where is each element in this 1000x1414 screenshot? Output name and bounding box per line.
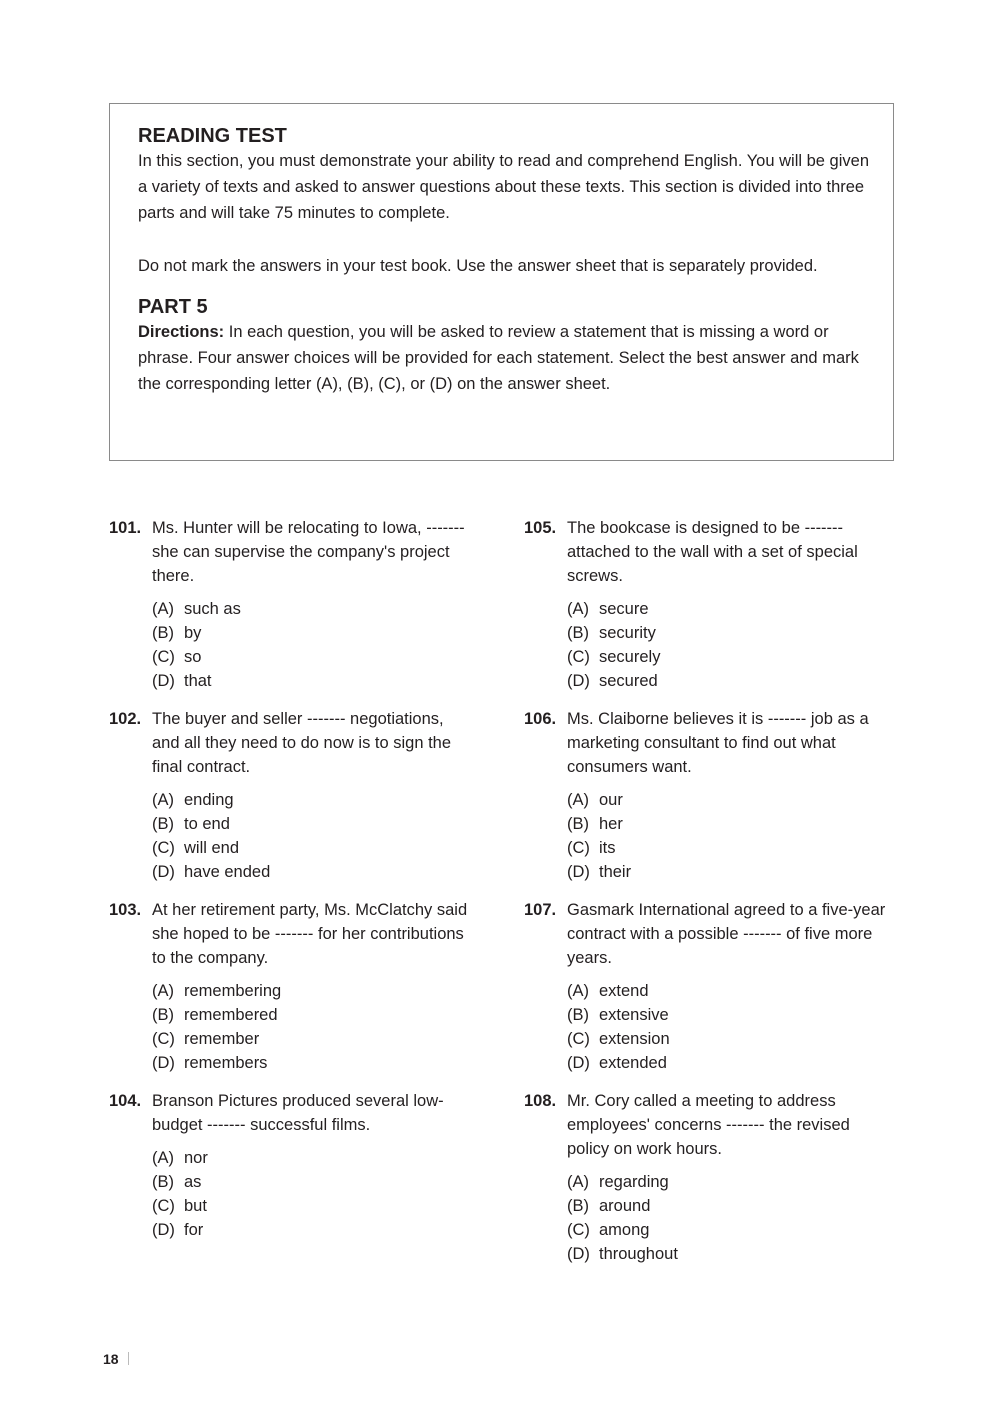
option-d[interactable]: (D) extended (567, 1054, 667, 1072)
option-c[interactable]: (C) among (567, 1221, 650, 1239)
directions-label: Directions: (138, 323, 225, 341)
option-c[interactable]: (C) will end (152, 839, 240, 857)
question-text: The bookcase is designed to be -------attached to the wall with a set of special screws. (567, 519, 858, 585)
questions-column-right (524, 516, 894, 1279)
option-b[interactable]: (B) extensive (567, 1006, 669, 1024)
question-text: Ms. Claiborne believes it is ------- job as a marketing consultant to find out what consumers want. (567, 710, 869, 776)
question (524, 707, 894, 884)
page-number-divider (128, 1352, 129, 1365)
option-b[interactable]: (B) her (567, 815, 623, 833)
option-b[interactable]: (B) as (152, 1173, 202, 1191)
question (109, 1089, 469, 1242)
answer-options (152, 1146, 469, 1242)
option-a[interactable]: (A) remembering (152, 982, 282, 1000)
answer-options (152, 979, 469, 1075)
question-number: 108. (524, 1092, 557, 1110)
question (524, 1089, 894, 1266)
question-text: Mr. Cory called a meeting to address employees' concerns ------- the revised policy on work hours. (567, 1092, 850, 1158)
question (524, 898, 894, 1075)
answer-options (567, 1170, 894, 1266)
section-intro: In this section, you must demonstrate your ability to read and comprehend English. You will be given a variety of texts and asked to answer questions about these texts. This section is divided into three parts and will take 75 minutes to complete. (138, 152, 870, 222)
option-d[interactable]: (D) for (152, 1221, 204, 1239)
question (524, 516, 894, 693)
option-c[interactable]: (C) extension (567, 1030, 670, 1048)
option-c[interactable]: (C) remember (152, 1030, 260, 1048)
answer-options (567, 597, 894, 693)
option-d[interactable]: (D) their (567, 863, 632, 881)
option-b[interactable]: (B) by (152, 624, 202, 642)
question-text: Branson Pictures produced several low-budget ------- successful films. (152, 1092, 444, 1134)
page-number: 18 (103, 1351, 119, 1367)
question-number: 107. (524, 901, 557, 919)
part-title: PART 5 (138, 296, 208, 318)
question-number: 104. (109, 1092, 142, 1110)
question-text: The buyer and seller ------- negotiations, and all they need to do now is to sign the final contract. (152, 710, 452, 776)
answer-options (152, 788, 469, 884)
option-b[interactable]: (B) security (567, 624, 656, 642)
directions-text: In each question, you will be asked to review a statement that is missing a word or phrase. Four answer choices will be provided for each statement. Select the best answer and mark the corresponding letter (A), (B), (C), or (D) on the answer sheet. (138, 323, 859, 393)
question-number: 102. (109, 710, 142, 728)
section-title: READING TEST (138, 125, 287, 147)
question (109, 707, 469, 884)
option-a[interactable]: (A) extend (567, 982, 649, 1000)
instructions-box (109, 103, 894, 461)
question-number: 105. (524, 519, 557, 537)
answer-options (567, 979, 894, 1075)
option-d[interactable]: (D) secured (567, 672, 658, 690)
option-a[interactable]: (A) secure (567, 600, 649, 618)
question-number: 106. (524, 710, 557, 728)
answer-sheet-note: Do not mark the answers in your test book. Use the answer sheet that is separately provided. (138, 257, 818, 275)
question-text: Gasmark International agreed to a five-year contract with a possible ------- of five more years. (567, 901, 886, 967)
option-b[interactable]: (B) remembered (152, 1006, 278, 1024)
directions (138, 319, 878, 397)
question (109, 898, 469, 1075)
option-d[interactable]: (D) throughout (567, 1245, 678, 1263)
option-a[interactable]: (A) nor (152, 1149, 208, 1167)
answer-options (567, 788, 894, 884)
option-a[interactable]: (A) ending (152, 791, 234, 809)
option-d[interactable]: (D) that (152, 672, 212, 690)
question-text: Ms. Hunter will be relocating to Iowa, ------- she can supervise the company's project there. (152, 519, 465, 585)
option-c[interactable]: (C) securely (567, 648, 661, 666)
option-d[interactable]: (D) have ended (152, 863, 271, 881)
option-b[interactable]: (B) around (567, 1197, 651, 1215)
option-a[interactable]: (A) regarding (567, 1173, 669, 1191)
option-c[interactable]: (C) its (567, 839, 616, 857)
question-number: 103. (109, 901, 142, 919)
option-c[interactable]: (C) so (152, 648, 202, 666)
option-b[interactable]: (B) to end (152, 815, 230, 833)
option-d[interactable]: (D) remembers (152, 1054, 268, 1072)
option-c[interactable]: (C) but (152, 1197, 207, 1215)
question (109, 516, 469, 693)
answer-options (152, 597, 469, 693)
question-text: At her retirement party, Ms. McClatchy said she hoped to be ------- for her contributions to the company. (152, 901, 468, 967)
option-a[interactable]: (A) such as (152, 600, 241, 618)
questions-column-left (109, 516, 469, 1255)
option-a[interactable]: (A) our (567, 791, 623, 809)
question-number: 101. (109, 519, 142, 537)
